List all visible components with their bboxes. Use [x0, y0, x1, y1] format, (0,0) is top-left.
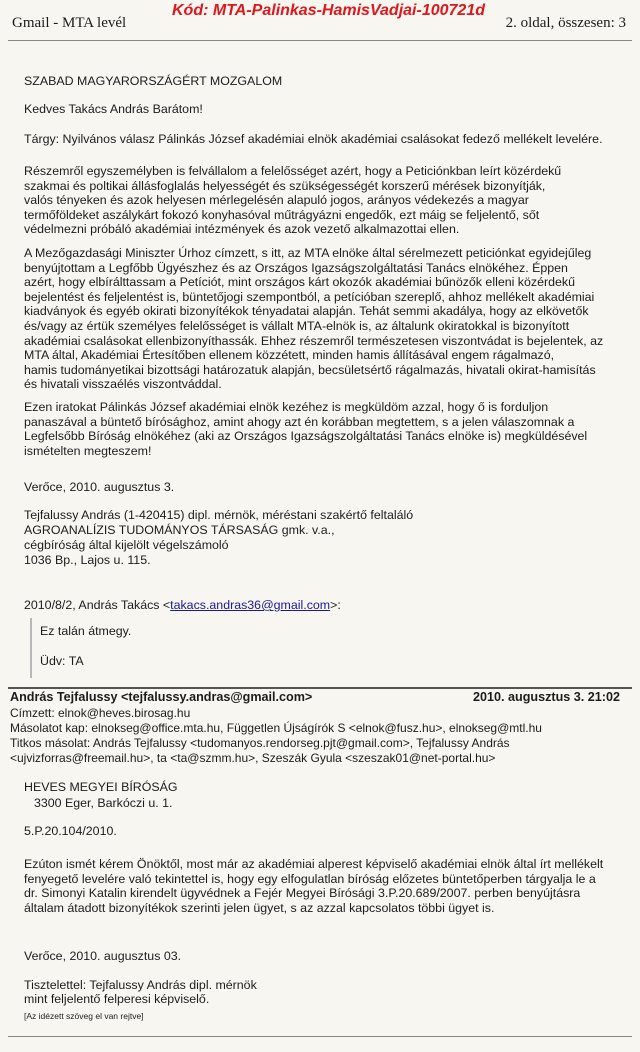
court-name: HEVES MEGYEI BÍRÓSÁG [24, 780, 178, 794]
document-code: Kód: MTA-Palinkas-HamisVadjai-100721d [172, 2, 485, 19]
sender-name[interactable]: András Tejfalussy <tejfalussy.andras@gmail.com> [10, 690, 313, 704]
court-address: 3300 Eger, Barkóczi u. 1. [34, 796, 173, 810]
email-date: Verőce, 2010. augusztus 03. [24, 949, 182, 963]
reply-header [24, 598, 614, 613]
recipient-cc: Másolatot kap: elnokseg@office.mta.hu, Független Újságírók S <elnok@fusz.hu>, elnokseg@mtl.hu [10, 721, 542, 735]
case-number: 5.P.20.104/2010. [24, 824, 117, 838]
recipient-bcc-line-2: <ujvizforras@freemail.hu>, ta <ta@szmm.hu>, Szeszák Gyula <szeszak01@net-portal.hu> [10, 751, 496, 765]
page-header [0, 0, 640, 40]
regards-line-2: mint feljelentő felperesi képviselő. [24, 992, 210, 1006]
print-header-title: Gmail - MTA levél [12, 15, 127, 31]
recipient-bcc-line-1: Titkos másolat: András Tejfalussy <tudomanyos.rendorseg.pjt@gmail.com>, Tejfalussy András [10, 736, 510, 750]
regards-line-1: Tisztelettel: Tejfalussy András dipl. mérnök [24, 978, 257, 992]
message-divider [8, 687, 632, 689]
letter-date: Verőce, 2010. augusztus 3. [24, 480, 175, 494]
organization-name: SZABAD MAGYARORSZÁGÉRT MOZGALOM [24, 74, 283, 88]
header-divider [8, 40, 632, 41]
message-date: 2010. augusztus 3. 21:02 [473, 690, 620, 704]
greeting: Kedves Takács András Barátom! [24, 102, 203, 116]
reply-prefix: 2010/8/2, András Takács < [24, 598, 171, 612]
subject-line: Tárgy: Nyilvános válasz Pálinkás József akadémiai elnök akadémiai csalásokat fedező mellékelt levelére. [24, 132, 603, 146]
quote-line-2: Üdv: TA [40, 654, 84, 668]
reply-suffix: >: [330, 598, 341, 612]
paragraph-3: Ezen iratokat Pálinkás József akadémiai elnök kezéhez is megküldöm azzal, hogy ő is forduljon panaszával a büntető bírósághoz, amint ahogy azt én korábban megtettem, s a jelen válaszomnak a Legfelsőbb Bíróság elnökéhez (aki az Országos Igazságszolgáltatási Tanács elnöke is) megküldésével ismételten megteszem! [24, 400, 588, 458]
signature-line-3: cégbíróság által kijelölt végelszámoló [24, 538, 229, 552]
hidden-quote-toggle[interactable]: [Az idézett szöveg el van rejtve] [24, 1011, 144, 1021]
page-counter: 2. oldal, összesen: 3 [505, 15, 626, 31]
signature-line-1: Tejfalussy András (1-420415) dipl. mérnök, méréstani szakértő feltaláló [24, 508, 414, 522]
quote-line-1: Ez talán átmegy. [40, 624, 132, 638]
reply-email-link[interactable]: takacs.andras36@gmail.com [170, 598, 331, 612]
paragraph-2: A Mezőgazdasági Miniszter Úrhoz címzett, s itt, az MTA elnöke által sérelmezett peticiónkat egyidejűleg benyújtottam a Legfőbb Ügyészhez és az Országos Igazságszolgáltatási Tanács elnökéhez. Éppen azért, hogy elbírálttassam a Petíciót, mint országos kárt okozók akadémiai bűnözők elleni közérdekű bejelentést és feljelentést is, büntetőjogi szempontból, a petícióban szereplő, ahhoz mellékelt akadémiai kiadványok és egyéb okirati bizonyítékok tényadatai alapján. Tehát semmi akadálya, hogy az elkövetők és/vagy az értük személyes felelősséget is vállalt MTA-elnök is, az általunk okiratokkal is bizonyított akadémiai csalásokat ellenbizonyíthassák. Ehhez részemről természetesen viszontvádat is bejelentek, az MTA által, Akadémiai Értesítőben ellenem közzétett, minden hamis állításával engem rágalmazó, hamis tudományetikai bizottsági határozatuk alapján, becsületsértő rágalmazás, hivatali okirat-hamisítás és hivatali visszaélés viszontváddal. [24, 246, 604, 392]
footer-divider [8, 1036, 632, 1037]
signature-line-2: AGROANALÍZIS TUDOMÁNYOS TÁRSASÁG gmk. v.a., [24, 523, 335, 537]
signature-line-4: 1036 Bp., Lajos u. 115. [24, 553, 151, 567]
paragraph-1: Részemről egyszemélyben is felvállalom a felelősséget azért, hogy a Peticiónkban leírt közérdekű szakmai és poltikai állásfoglalás helyességét és szükségességét korszerű mérések bizonyítják, valós tényeken és azok helyesen mérlegelésén alapuló jogos, arányos védekezés a magyar termőföldeket aszálykárt fokozó konyhasóval műtrágyázni engedők, ezt máig se feljelentő, sőt védelmezni próbáló akadémiai intézmények és azok vezető alkalmazottai ellen. [24, 164, 562, 237]
recipient-to: Címzett: elnok@heves.birosag.hu [10, 706, 191, 720]
email-paragraph: Ezúton ismét kérem Önöktől, most már az akadémiai alperest képviselő akadémiai elnök által írt mellékelt fenyegető levelére való tekintettel is, hogy egy elfogulatlan bíróság előzetes büntetőperben tárgyalja le a dr. Simonyi Katalin kirendelt ügyvédnek a Fejér Megyei Bírósági 3.P.20.689/2007. perben benyújtásra általam átadott bizonyítékok szerinti jelen ügyet, s az azzal kapcsolatos többi ügyet is. [24, 857, 604, 915]
quoted-text [30, 618, 132, 678]
